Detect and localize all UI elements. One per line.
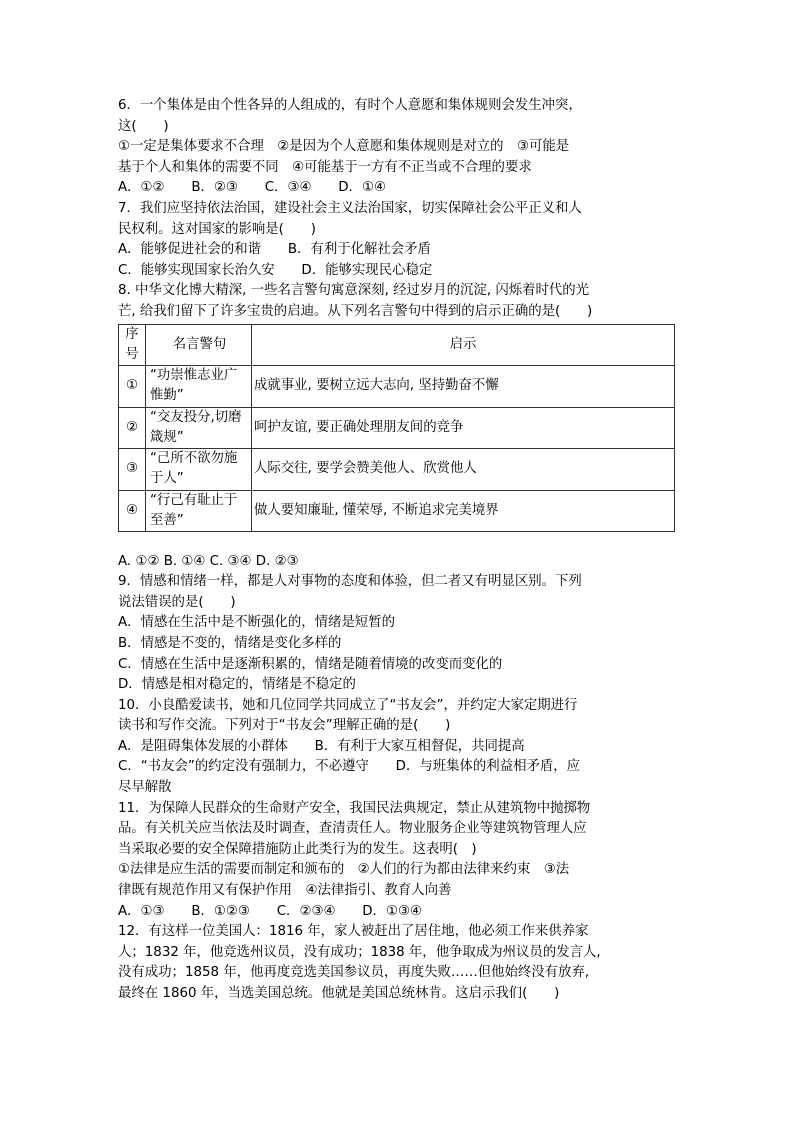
row-hint: 成就事业, 要树立远大志向, 坚持勤奋不懈: [252, 365, 675, 407]
q9-stem-line1: 9．情感和情绪一样，都是人对事物的态度和体验，但二者又有明显区别。下列: [118, 574, 582, 590]
q10-choices-cd: C．“书友会”的约定没有强制力，不必遵守 D．与班集体的利益相矛盾，应: [118, 759, 581, 775]
question-10: [118, 696, 678, 799]
question-9: [118, 572, 678, 696]
table-header-row: [119, 324, 675, 365]
q11-stem-line2: 品。有关机关应当依法及时调查，查清责任人。物业服务企业等建筑物管理人应: [118, 821, 587, 837]
row-number: ④: [119, 490, 146, 531]
q7-choices-cd: C．能够实现国家长治久安 D．能够实现民心稳定: [118, 262, 433, 278]
sayings-table: [118, 324, 675, 532]
table-row: [119, 448, 675, 490]
q12-stem-line3: 没有成功；1858 年，他再度竞选美国参议员，再度失败……但他始终没有放弃,: [118, 965, 590, 981]
header-hint: 启示: [252, 324, 675, 365]
q6-stem-line2: 这( ): [118, 118, 169, 134]
q8-stem-line2: 芒, 给我们留下了许多宝贵的启迪。从下列名言警句中得到的启示正确的是( ): [118, 303, 593, 319]
q11-stem-line3: 当采取必要的安全保障措施防止此类行为的发生。这表明( ): [118, 841, 477, 857]
q6-stem-line1: 6．一个集体是由个性各异的人组成的，有时个人意愿和集体规则会发生冲突，: [118, 98, 582, 113]
q11-options-line2: 律既有规范作用又有保护作用 ④法律指引、教育人向善: [118, 883, 452, 899]
q10-choices-ab: A．是阻碍集体发展的小群体 B．有利于大家互相督促，共同提高: [118, 738, 525, 754]
q12-stem-line1: 12．有这样一位美国人：1816 年，家人被赶出了居住地，他必须工作来供养家: [118, 924, 589, 940]
q10-choices-cd-cont: 尽早解散: [118, 780, 172, 796]
question-11: [118, 799, 678, 923]
question-8: [118, 281, 678, 572]
question-7: [118, 199, 678, 281]
table-row: [119, 365, 675, 407]
row-saying: “己所不欲勿施于人”: [146, 448, 252, 490]
q10-stem-line1: 10．小良酷爱读书，她和几位同学共同成立了“书友会”，并约定大家定期进行: [118, 697, 578, 713]
row-hint: 做人要知廉耻, 懂荣辱, 不断追求完美境界: [252, 490, 675, 531]
q10-stem-line2: 读书和写作交流。下列对于“书友会”理解正确的是( ): [118, 718, 451, 734]
question-12: [118, 922, 678, 1004]
row-hint: 人际交往, 要学会赞美他人、欣赏他人: [252, 448, 675, 490]
q7-choices-ab: A．能够促进社会的和谐 B．有利于化解社会矛盾: [118, 242, 431, 258]
q7-stem-line1: 7．我们应坚持依法治国，建设社会主义法治国家，切实保障社会公平正义和人: [118, 200, 582, 216]
table-row: [119, 490, 675, 531]
table-row: [119, 407, 675, 448]
q11-options-line1: ①法律是应生活的需要而制定和颁布的 ②人们的行为都由法律来约束 ③法: [118, 862, 570, 878]
row-saying: “功崇惟志业广惟勤”: [146, 365, 252, 407]
q6-choices: A．①② B．②③ C．③④ D．①④: [118, 180, 386, 196]
q6-options-line2: 基于个人和集体的需要不同 ④可能基于一方有不正当或不合理的要求: [118, 159, 532, 175]
q9-choice-d: D．情感是相对稳定的，情绪是不稳定的: [118, 677, 356, 693]
row-number: ①: [119, 365, 146, 407]
row-number: ②: [119, 407, 146, 448]
q9-choice-a: A．情感在生活中是不断强化的，情绪是短暂的: [118, 615, 395, 631]
row-number: ③: [119, 448, 146, 490]
q6-options-line1: ①一定是集体要求不合理 ②是因为个人意愿和集体规则是对立的 ③可能是: [118, 139, 570, 155]
q8-stem-line1: 8. 中华文化博大精深, 一些名言警句寓意深刻, 经过岁月的沉淀, 闪烁着时代的光: [118, 283, 590, 299]
q12-stem-line2: 人；1832 年，他竞选州议员，没有成功；1838 年，他争取成为州议员的发言人,: [118, 944, 601, 960]
q9-stem-line2: 说法错误的是( ): [118, 594, 236, 610]
q7-stem-line2: 民权利。这对国家的影响是( ): [118, 221, 316, 237]
row-saying: “行己有耻止于至善”: [146, 490, 252, 531]
header-saying: 名言警句: [146, 324, 252, 365]
q12-stem-line4: 最终在 1860 年，当选美国总统。他就是美国总统林肯。这启示我们( ): [118, 986, 560, 1001]
q11-choices: A．①③ B．①②③ C．②③④ D．①③④: [118, 903, 422, 919]
question-6: [118, 96, 678, 199]
q11-stem-line1: 11．为保障人民群众的生命财产安全，我国民法典规定，禁止从建筑物中抛掷物: [118, 800, 591, 816]
row-hint: 呵护友谊, 要正确处理朋友间的竞争: [252, 407, 675, 448]
q8-choices: A. ①② B. ①④ C. ③④ D. ②③: [118, 553, 299, 569]
header-number: 序号: [119, 324, 146, 365]
q9-choice-b: B．情感是不变的，情绪是变化多样的: [118, 635, 342, 651]
q9-choice-c: C．情感在生活中是逐渐积累的，情绪是随着情境的改变而变化的: [118, 656, 503, 672]
row-saying: “交友投分,切磨箴规”: [146, 407, 252, 448]
exam-page: [118, 96, 678, 1005]
